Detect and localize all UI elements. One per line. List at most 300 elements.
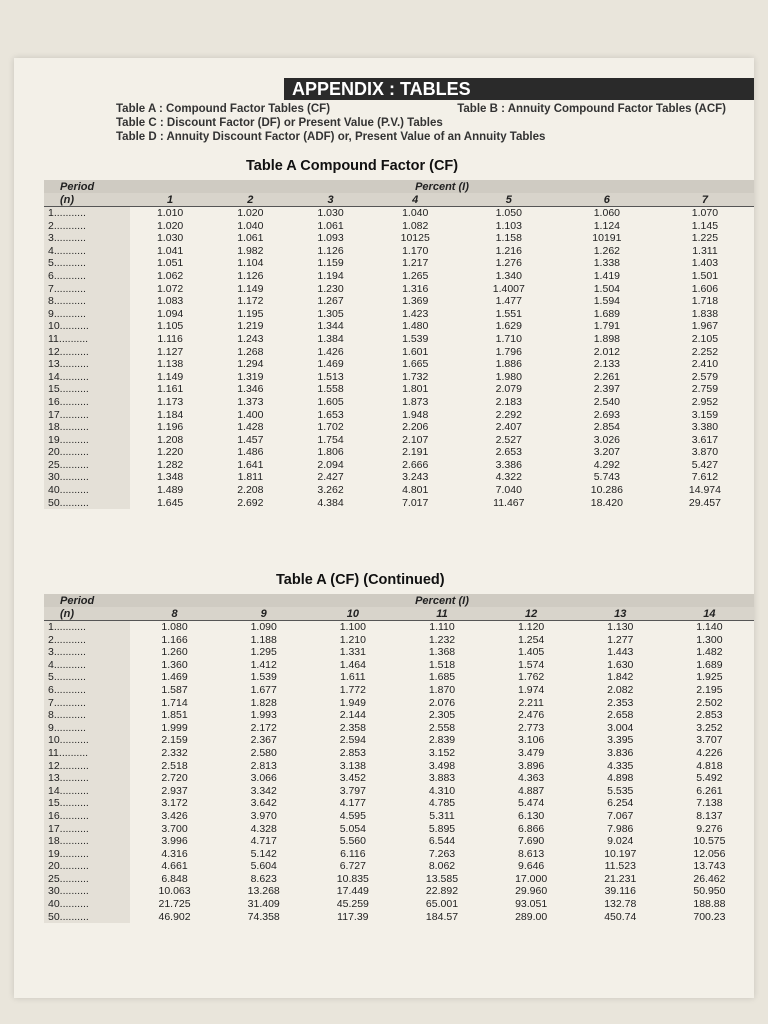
value-cell: 10.835: [336, 872, 369, 885]
value-cell: 1.653: [317, 408, 344, 421]
period-cell: 2...........: [44, 220, 130, 233]
value-cell: 50.950: [693, 885, 726, 898]
value-cell: 1.539: [250, 671, 277, 684]
value-cell: 4.717: [250, 835, 277, 848]
period-cell: 19..........: [44, 434, 130, 447]
table-row: [44, 245, 754, 258]
table-legend: [116, 102, 756, 144]
legend-table-d: Table D : Annuity Discount Factor (ADF) or, Present Value of an Annuity Tables: [116, 131, 546, 143]
value-cell: 1.677: [250, 683, 277, 696]
value-cell: 2.332: [161, 746, 188, 759]
value-cell: 6.866: [517, 822, 545, 835]
value-cell: 8.613: [517, 847, 545, 860]
value-cell: 7.040: [495, 484, 522, 497]
value-cell: 1.061: [317, 219, 344, 232]
appendix-banner: APPENDIX : TABLES: [284, 78, 754, 100]
value-cell: 4.785: [428, 797, 456, 810]
period-unit: (n): [44, 607, 130, 621]
value-cell: 1.423: [402, 307, 429, 320]
value-cell: 3.426: [161, 809, 188, 822]
value-cell: 1.082: [402, 219, 429, 232]
period-cell: 12..........: [44, 346, 130, 359]
value-cell: 3.870: [691, 446, 719, 459]
table-row: [44, 421, 754, 434]
table-row: [44, 646, 754, 659]
value-cell: 1.949: [339, 696, 366, 709]
value-cell: 29.457: [688, 496, 721, 509]
value-cell: 2.353: [607, 696, 634, 709]
value-cell: 1.041: [156, 244, 184, 257]
value-cell: 1.630: [607, 658, 634, 671]
period-cell: 10..........: [44, 734, 130, 747]
value-cell: 1.967: [691, 320, 719, 333]
column-header: 10: [308, 607, 397, 621]
value-cell: 1.801: [402, 383, 429, 396]
table-row: [44, 320, 754, 333]
value-cell: 1.126: [317, 244, 344, 257]
value-cell: 1.606: [691, 282, 719, 295]
value-cell: 3.342: [250, 784, 277, 797]
value-cell: 1.710: [495, 332, 522, 345]
value-cell: 1.796: [495, 345, 522, 358]
period-cell: 8...........: [44, 709, 130, 722]
table-row: [44, 911, 754, 924]
value-cell: 1.811: [237, 471, 264, 484]
column-header: 9: [219, 607, 308, 621]
value-cell: 1.539: [402, 332, 429, 345]
value-cell: 3.642: [250, 797, 277, 810]
value-cell: 1.267: [317, 295, 344, 308]
value-cell: 12.056: [693, 847, 726, 860]
value-cell: 1.210: [339, 633, 366, 646]
value-cell: 1.360: [161, 658, 188, 671]
period-cell: 8...........: [44, 295, 130, 308]
value-cell: 2.407: [495, 421, 522, 434]
value-cell: 3.498: [428, 759, 456, 772]
value-cell: 1.400: [237, 408, 264, 421]
value-cell: 1.262: [593, 244, 620, 257]
value-cell: 3.252: [696, 721, 723, 734]
value-cell: 2.012: [593, 345, 620, 358]
value-cell: 5.535: [607, 784, 634, 797]
table-row: [44, 358, 754, 371]
value-cell: 1.702: [317, 421, 344, 434]
period-cell: 50..........: [44, 497, 130, 510]
value-cell: 2.144: [339, 709, 366, 722]
value-cell: 26.462: [693, 872, 726, 885]
value-cell: 74.358: [247, 910, 280, 923]
table-row: [44, 270, 754, 283]
table-row: [44, 434, 754, 447]
period-cell: 7...........: [44, 697, 130, 710]
period-cell: 10..........: [44, 320, 130, 333]
value-cell: 1.641: [237, 458, 264, 471]
value-cell: 5.560: [339, 835, 366, 848]
value-cell: 1.127: [156, 345, 184, 358]
period-cell: 17..........: [44, 823, 130, 836]
period-cell: 50..........: [44, 911, 130, 924]
value-cell: 1.243: [237, 332, 264, 345]
value-cell: 1.254: [517, 633, 545, 646]
table-a-title: Table A Compound Factor (CF): [246, 158, 459, 174]
value-cell: 2.527: [495, 433, 522, 446]
value-cell: 4.177: [339, 797, 366, 810]
value-cell: 2.211: [518, 696, 544, 709]
value-cell: 1.319: [237, 370, 264, 383]
value-cell: 1.384: [317, 332, 344, 345]
value-cell: 2.720: [161, 772, 188, 785]
value-cell: 7.017: [402, 496, 429, 509]
value-cell: 7.690: [517, 835, 545, 848]
value-cell: 1.457: [237, 433, 264, 446]
value-cell: 7.263: [428, 847, 456, 860]
value-cell: 7.067: [607, 809, 634, 822]
value-cell: 3.026: [593, 433, 620, 446]
value-cell: 1.587: [161, 683, 188, 696]
value-cell: 1.999: [161, 721, 188, 734]
value-cell: 10191: [592, 232, 622, 245]
value-cell: 1.504: [593, 282, 620, 295]
value-cell: 1.870: [428, 683, 456, 696]
value-cell: 1.105: [156, 320, 184, 333]
value-cell: 1.040: [237, 219, 264, 232]
value-cell: 1.574: [517, 658, 545, 671]
value-cell: 1.316: [402, 282, 429, 295]
value-cell: 2.208: [237, 484, 264, 497]
value-cell: 1.689: [593, 307, 620, 320]
value-cell: 10125: [400, 232, 430, 245]
value-cell: 1.469: [317, 358, 344, 371]
value-cell: 1.346: [237, 383, 264, 396]
period-cell: 30..........: [44, 471, 130, 484]
column-header: 8: [130, 607, 219, 621]
value-cell: 8.623: [250, 872, 277, 885]
period-cell: 4...........: [44, 659, 130, 672]
table-row: [44, 333, 754, 346]
value-cell: 2.079: [495, 383, 522, 396]
compound-factor-table-continued: [44, 594, 754, 923]
value-cell: 1.4007: [492, 282, 525, 295]
value-cell: 117.39: [337, 910, 369, 923]
value-cell: 1.558: [317, 383, 344, 396]
value-cell: 2.854: [593, 421, 620, 434]
table-row: [44, 659, 754, 672]
value-cell: 2.594: [339, 734, 366, 747]
value-cell: 1.331: [339, 646, 366, 659]
value-cell: 2.476: [517, 709, 545, 722]
value-cell: 2.082: [607, 683, 634, 696]
value-cell: 2.937: [161, 784, 188, 797]
value-cell: 1.806: [317, 446, 344, 459]
value-cell: 2.133: [593, 358, 620, 371]
value-cell: 1.196: [156, 421, 184, 434]
table-row: [44, 634, 754, 647]
period-cell: 11..........: [44, 747, 130, 760]
value-cell: 14.974: [688, 484, 721, 497]
period-cell: 20..........: [44, 446, 130, 459]
value-cell: 9.276: [696, 822, 723, 835]
value-cell: 5.311: [429, 809, 455, 822]
value-cell: 3.479: [517, 746, 545, 759]
column-header: 7: [656, 193, 754, 207]
value-cell: 2.292: [495, 408, 522, 421]
period-cell: 15..........: [44, 797, 130, 810]
value-cell: 1.828: [250, 696, 277, 709]
period-cell: 3...........: [44, 232, 130, 245]
value-cell: 1.060: [593, 207, 620, 219]
value-cell: 1.513: [317, 370, 344, 383]
period-cell: 25..........: [44, 873, 130, 886]
value-cell: 1.601: [402, 345, 429, 358]
value-cell: 2.427: [317, 471, 344, 484]
value-cell: 6.544: [428, 835, 456, 848]
value-cell: 1.982: [237, 244, 264, 257]
value-cell: 132.78: [604, 898, 637, 911]
value-cell: 1.469: [161, 671, 188, 684]
value-cell: 1.219: [237, 320, 264, 333]
value-cell: 5.895: [428, 822, 456, 835]
value-cell: 1.294: [237, 358, 264, 371]
table-row: [44, 797, 754, 810]
table-row: [44, 697, 754, 710]
value-cell: 1.170: [402, 244, 429, 257]
value-cell: 13.585: [425, 872, 459, 885]
period-cell: 3...........: [44, 646, 130, 659]
period-cell: 6...........: [44, 684, 130, 697]
value-cell: 2.692: [237, 496, 264, 509]
value-cell: 2.666: [402, 458, 429, 471]
value-cell: 1.145: [691, 219, 719, 232]
value-cell: 4.292: [593, 458, 620, 471]
value-cell: 6.848: [161, 872, 188, 885]
period-cell: 1...........: [44, 621, 130, 634]
value-cell: 2.693: [593, 408, 620, 421]
value-cell: 1.225: [691, 232, 719, 245]
value-cell: 3.896: [517, 759, 545, 772]
value-cell: 1.898: [593, 332, 620, 345]
value-cell: 450.74: [604, 910, 637, 923]
value-cell: 7.612: [691, 471, 719, 484]
value-cell: 1.480: [402, 320, 429, 333]
value-cell: 4.801: [402, 484, 429, 497]
period-cell: 1...........: [44, 207, 130, 220]
table-row: [44, 220, 754, 233]
period-cell: 40..........: [44, 484, 130, 497]
value-cell: 1.594: [593, 295, 620, 308]
value-cell: 4.595: [339, 809, 366, 822]
value-cell: 1.208: [156, 433, 184, 446]
value-cell: 3.452: [339, 772, 366, 785]
value-cell: 6.254: [607, 797, 634, 810]
legend-table-c: Table C : Discount Factor (DF) or Present Value (P.V.) Tables: [116, 117, 443, 129]
value-cell: 2.410: [691, 358, 719, 371]
value-cell: 1.104: [237, 257, 264, 270]
value-cell: 3.970: [250, 809, 277, 822]
value-cell: 4.887: [517, 784, 545, 797]
table-row: [44, 257, 754, 270]
value-cell: 1.116: [157, 332, 183, 345]
value-cell: 1.851: [161, 709, 188, 722]
value-cell: 29.960: [515, 885, 548, 898]
value-cell: 2.839: [428, 734, 456, 747]
value-cell: 9.646: [517, 860, 545, 873]
value-cell: 1.260: [161, 646, 188, 659]
value-cell: 3.380: [691, 421, 719, 434]
period-cell: 40..........: [44, 898, 130, 911]
value-cell: 3.066: [250, 772, 277, 785]
value-cell: 2.518: [161, 759, 188, 772]
value-cell: 1.094: [156, 307, 184, 320]
value-cell: 5.604: [250, 860, 277, 873]
value-cell: 11.523: [604, 860, 636, 873]
value-cell: 2.305: [428, 709, 456, 722]
value-cell: 1.020: [156, 219, 184, 232]
table-row: [44, 835, 754, 848]
value-cell: 1.220: [156, 446, 184, 459]
value-cell: 2.397: [593, 383, 620, 396]
value-cell: 1.403: [691, 257, 719, 270]
period-cell: 16..........: [44, 396, 130, 409]
table-row: [44, 848, 754, 861]
value-cell: 2.540: [593, 395, 620, 408]
value-cell: 1.100: [339, 621, 366, 633]
value-cell: 1.083: [156, 295, 184, 308]
value-cell: 1.110: [429, 621, 455, 633]
value-cell: 5.427: [691, 458, 719, 471]
column-header: 5: [460, 193, 558, 207]
table-row: [44, 295, 754, 308]
value-cell: 1.791: [593, 320, 620, 333]
value-cell: 1.842: [607, 671, 634, 684]
value-cell: 4.898: [607, 772, 634, 785]
value-cell: 3.152: [428, 746, 456, 759]
value-cell: 7.986: [607, 822, 634, 835]
value-cell: 3.700: [161, 822, 188, 835]
value-cell: 3.386: [495, 458, 522, 471]
table-row: [44, 810, 754, 823]
value-cell: 1.217: [402, 257, 429, 270]
value-cell: 1.268: [237, 345, 264, 358]
value-cell: 2.107: [402, 433, 429, 446]
value-cell: 93.051: [515, 898, 548, 911]
value-cell: 17.000: [515, 872, 548, 885]
column-header: 14: [665, 607, 754, 621]
value-cell: 13.743: [693, 860, 726, 873]
value-cell: 6.130: [517, 809, 545, 822]
value-cell: 1.305: [317, 307, 344, 320]
value-cell: 1.276: [495, 257, 522, 270]
value-cell: 1.194: [317, 269, 344, 282]
value-cell: 1.020: [237, 207, 264, 219]
value-cell: 1.126: [237, 269, 264, 282]
table-row: [44, 232, 754, 245]
value-cell: 1.295: [250, 646, 277, 659]
value-cell: 4.335: [607, 759, 634, 772]
period-cell: 18..........: [44, 421, 130, 434]
value-cell: 2.502: [696, 696, 723, 709]
table-row: [44, 772, 754, 785]
value-cell: 1.093: [317, 232, 344, 245]
table-row: [44, 747, 754, 760]
value-cell: 1.518: [428, 658, 456, 671]
period-cell: 13..........: [44, 772, 130, 785]
value-cell: 184.57: [425, 910, 459, 923]
value-cell: 1.030: [317, 207, 344, 219]
value-cell: 10.286: [590, 484, 623, 497]
value-cell: 2.261: [593, 370, 620, 383]
value-cell: 3.797: [339, 784, 366, 797]
value-cell: 1.159: [317, 257, 344, 270]
period-cell: 15..........: [44, 383, 130, 396]
value-cell: 1.216: [495, 244, 522, 257]
period-cell: 9...........: [44, 722, 130, 735]
value-cell: 3.996: [161, 835, 188, 848]
table-row: [44, 709, 754, 722]
period-cell: 12..........: [44, 760, 130, 773]
value-cell: 1.184: [156, 408, 184, 421]
period-cell: 7...........: [44, 283, 130, 296]
value-cell: 5.743: [593, 471, 620, 484]
value-cell: 5.474: [517, 797, 545, 810]
value-cell: 3.883: [428, 772, 456, 785]
value-cell: 1.428: [237, 421, 264, 434]
value-cell: 3.262: [317, 484, 344, 497]
value-cell: 1.149: [237, 282, 264, 295]
value-cell: 1.040: [402, 207, 429, 219]
value-cell: 1.754: [317, 433, 344, 446]
value-cell: 1.300: [696, 633, 723, 646]
period-cell: 13..........: [44, 358, 130, 371]
value-cell: 4.328: [250, 822, 277, 835]
value-cell: 1.090: [250, 621, 277, 633]
value-cell: 1.369: [402, 295, 429, 308]
value-cell: 1.030: [156, 232, 184, 245]
value-cell: 3.243: [402, 471, 429, 484]
value-cell: 2.653: [495, 446, 522, 459]
value-cell: 2.813: [250, 759, 277, 772]
period-cell: 20..........: [44, 860, 130, 873]
period-cell: 5...........: [44, 257, 130, 270]
value-cell: 3.836: [607, 746, 634, 759]
value-cell: 1.072: [156, 282, 184, 295]
value-cell: 1.166: [161, 633, 188, 646]
value-cell: 2.579: [691, 370, 719, 383]
value-cell: 1.838: [691, 307, 719, 320]
value-cell: 1.645: [156, 496, 184, 509]
value-cell: 1.489: [156, 484, 184, 497]
value-cell: 1.762: [517, 671, 545, 684]
table-row: [44, 459, 754, 472]
value-cell: 1.551: [495, 307, 522, 320]
value-cell: 1.080: [161, 621, 188, 633]
value-cell: 10.197: [604, 847, 637, 860]
value-cell: 1.685: [428, 671, 456, 684]
percent-header: Percent (I): [130, 594, 754, 607]
value-cell: 1.689: [696, 658, 723, 671]
table-row: [44, 873, 754, 886]
value-cell: 1.605: [317, 395, 344, 408]
column-header: 11: [397, 607, 486, 621]
period-cell: 25..........: [44, 459, 130, 472]
value-cell: 1.974: [517, 683, 545, 696]
period-header: Period: [44, 180, 130, 193]
value-cell: 21.725: [158, 898, 191, 911]
value-cell: 3.159: [691, 408, 719, 421]
legend-table-b: Table B : Annuity Compound Factor Tables (ACF): [457, 103, 726, 115]
table-row: [44, 346, 754, 359]
value-cell: 6.116: [340, 847, 366, 860]
compound-factor-table: [44, 180, 754, 509]
